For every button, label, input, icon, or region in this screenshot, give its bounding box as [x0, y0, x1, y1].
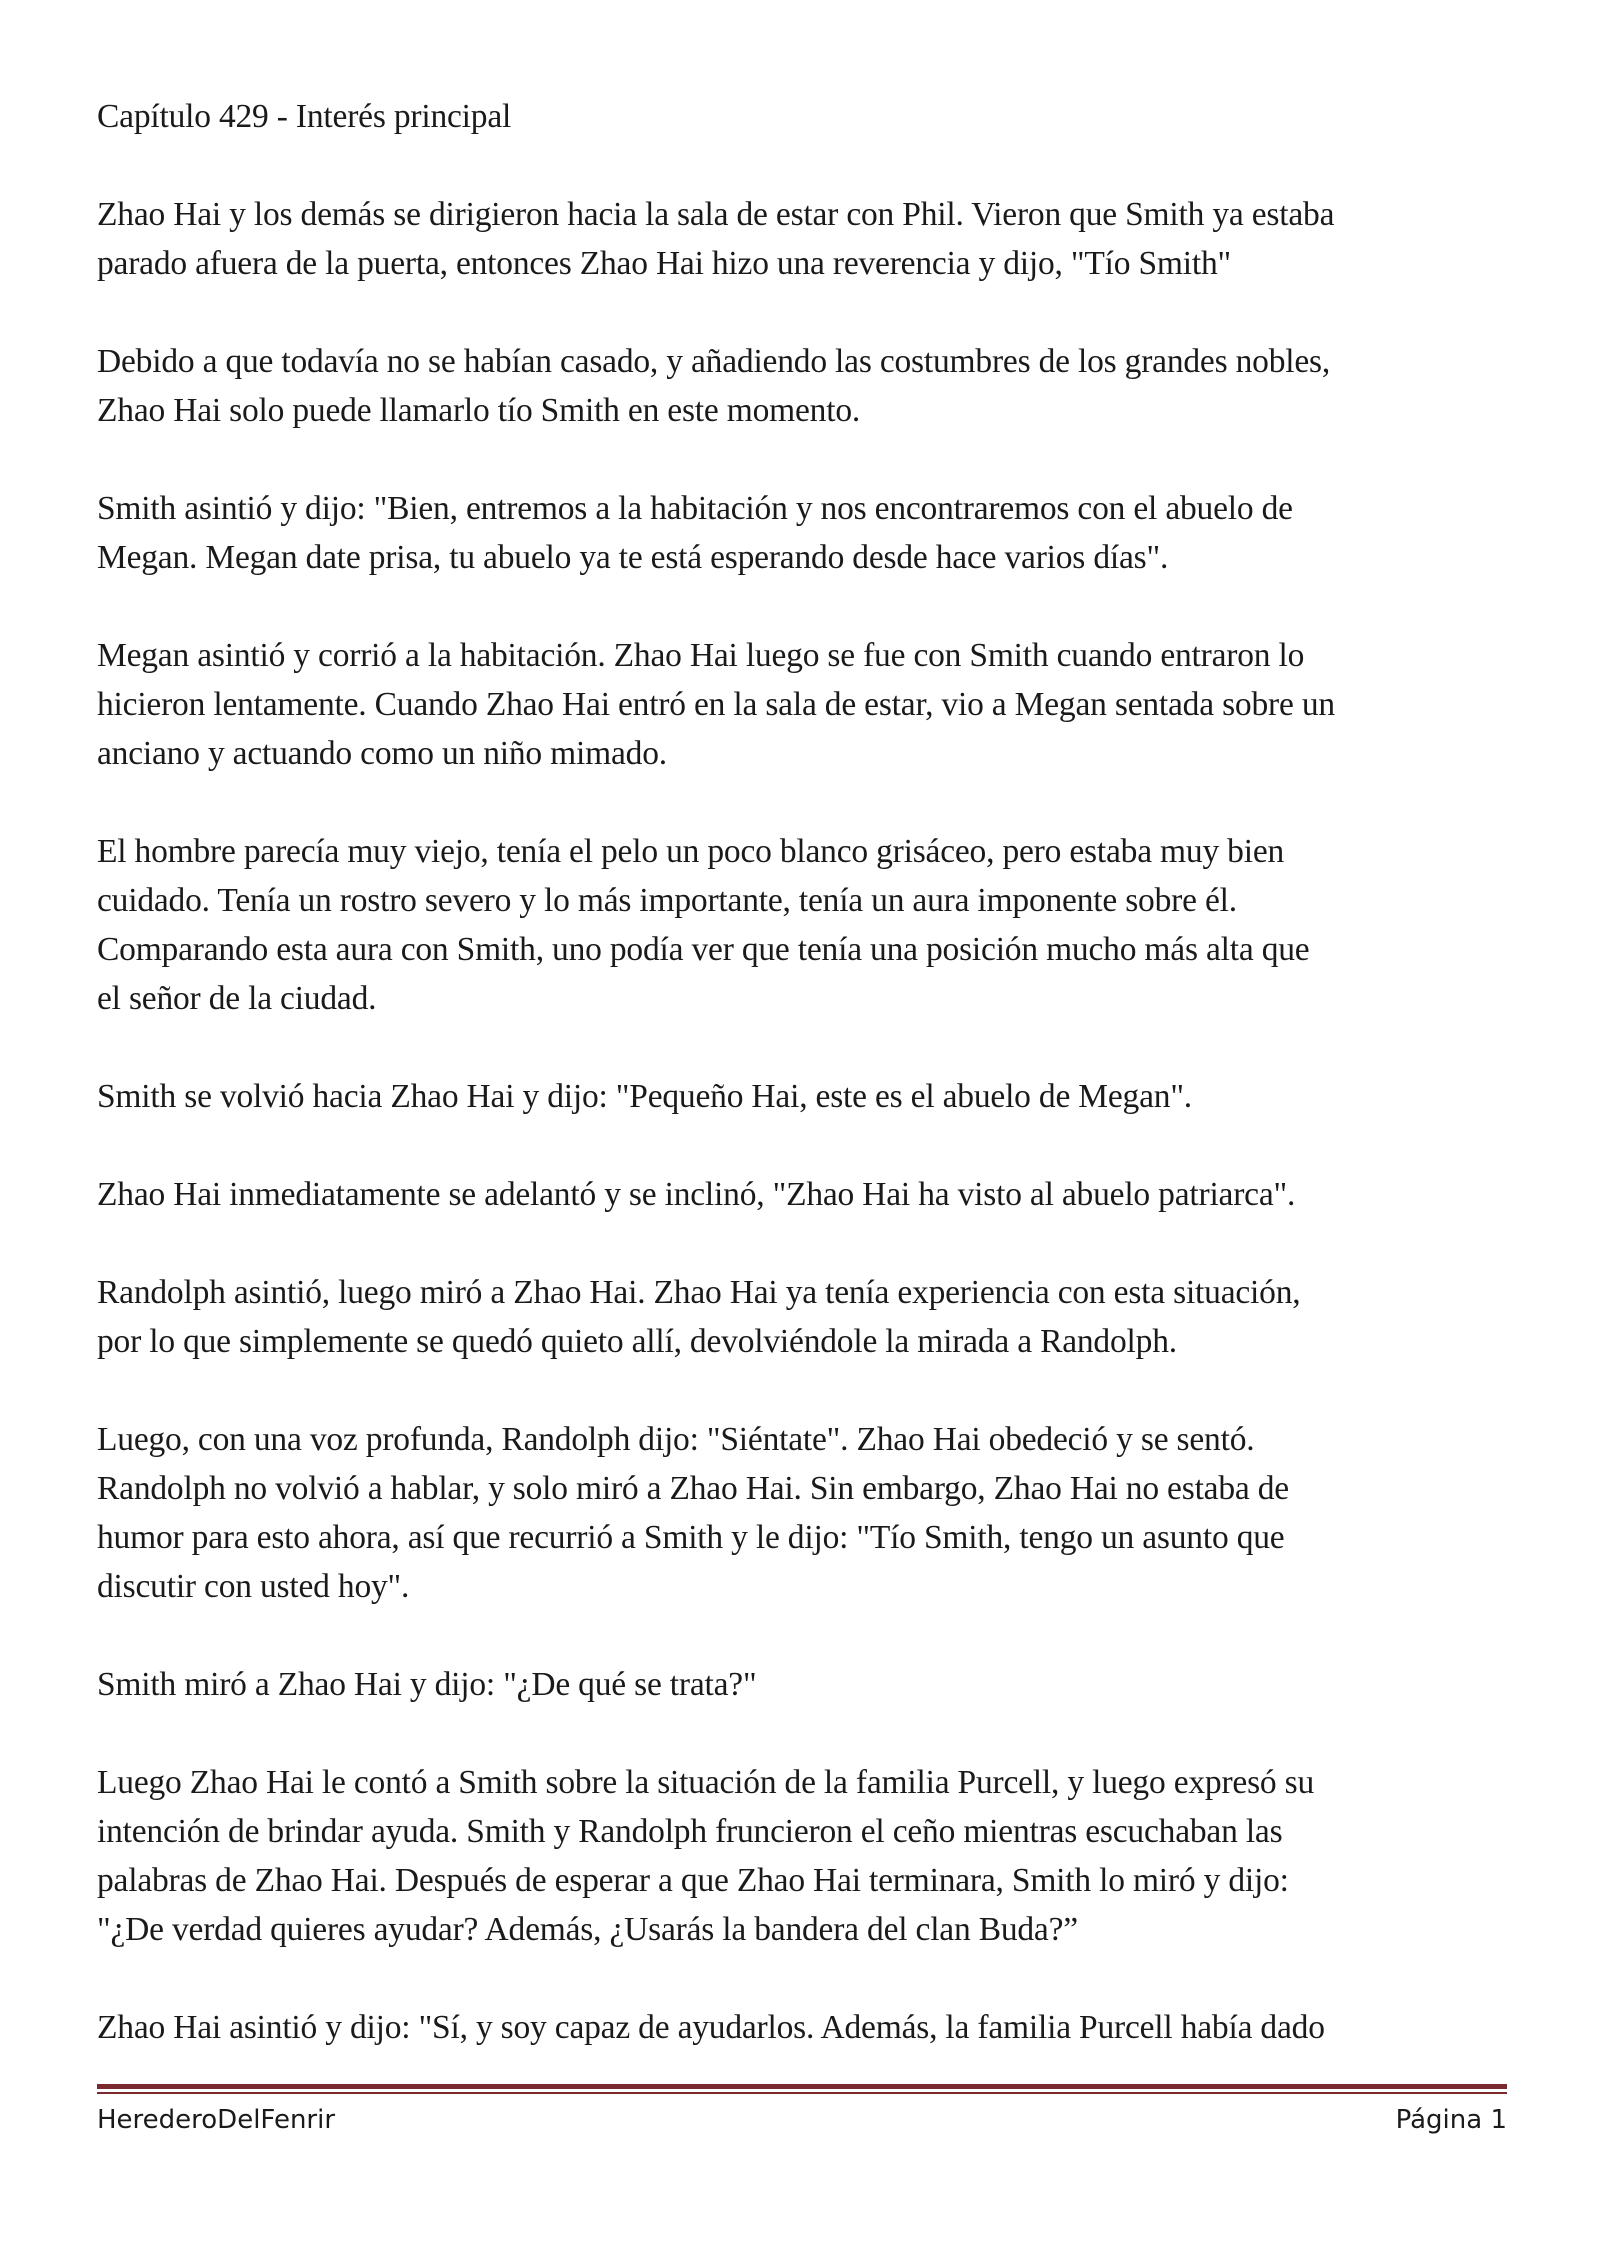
paragraph: Zhao Hai inmediatamente se adelantó y se inclinó, "Zhao Hai ha visto al abuelo patriarca". [97, 1176, 1296, 1213]
page-number: Página 1 [1395, 2105, 1507, 2135]
page-footer [97, 2100, 1507, 2140]
footer-divider-thick [97, 2084, 1507, 2089]
document-body [97, 92, 1517, 2101]
paragraph: Debido a que todavía no se habían casado, y añadiendo las costumbres de los grandes nobles, Zhao Hai solo puede llamarlo tío Smith en este momento. [97, 343, 1331, 429]
paragraph: Luego, con una voz profunda, Randolph dijo: "Siéntate". Zhao Hai obedeció y se sentó. Randolph no volvió a hablar, y solo miró a Zhao Hai. Sin embargo, Zhao Hai no estaba de humor para esto ahora, así que recurrió a Smith y le dijo: "Tío Smith, tengo un asunto que discutir con usted hoy". [97, 1421, 1289, 1605]
paragraph: Smith asintió y dijo: "Bien, entremos a la habitación y nos encontraremos con el abuelo de Megan. Megan date prisa, tu abuelo ya te está esperando desde hace varios días". [97, 490, 1293, 576]
chapter-title: Capítulo 429 - Interés principal [97, 98, 512, 135]
footer-divider-thin [97, 2092, 1507, 2094]
paragraph: Smith se volvió hacia Zhao Hai y dijo: "Pequeño Hai, este es el abuelo de Megan". [97, 1078, 1192, 1115]
paragraph: Smith miró a Zhao Hai y dijo: "¿De qué se trata?" [97, 1666, 757, 1703]
paragraph: Zhao Hai asintió y dijo: "Sí, y soy capaz de ayudarlos. Además, la familia Purcell había dado [97, 2009, 1325, 2046]
paragraph: Megan asintió y corrió a la habitación. Zhao Hai luego se fue con Smith cuando entraron lo hicieron lentamente. Cuando Zhao Hai entró en la sala de estar, vio a Megan sentada sobre un anciano y actuando como un niño mimado. [97, 637, 1335, 772]
paragraph: Randolph asintió, luego miró a Zhao Hai. Zhao Hai ya tenía experiencia con esta situación, por lo que simplemente se quedó quieto allí, devolviéndole la mirada a Randolph. [97, 1274, 1301, 1360]
paragraph: El hombre parecía muy viejo, tenía el pelo un poco blanco grisáceo, pero estaba muy bien cuidado. Tenía un rostro severo y lo más importante, tenía un aura imponente sobre él. Comparando esta aura con Smith, uno podía ver que tenía una posición mucho más alta que el señor de la ciudad. [97, 833, 1310, 1017]
footer-author: HerederoDelFenrir [97, 2105, 336, 2135]
paragraph: Zhao Hai y los demás se dirigieron hacia la sala de estar con Phil. Vieron que Smith ya estaba parado afuera de la puerta, entonces Zhao Hai hizo una reverencia y dijo, "Tío Smith" [97, 196, 1335, 282]
paragraph: Luego Zhao Hai le contó a Smith sobre la situación de la familia Purcell, y luego expresó su intención de brindar ayuda. Smith y Randolph fruncieron el ceño mientras escuchaban las palabras de Zhao Hai. Después de esperar a que Zhao Hai terminara, Smith lo miró y dijo: "¿De verdad quieres ayudar? Además, ¿Usarás la bandera del clan Buda?” [97, 1764, 1315, 1948]
